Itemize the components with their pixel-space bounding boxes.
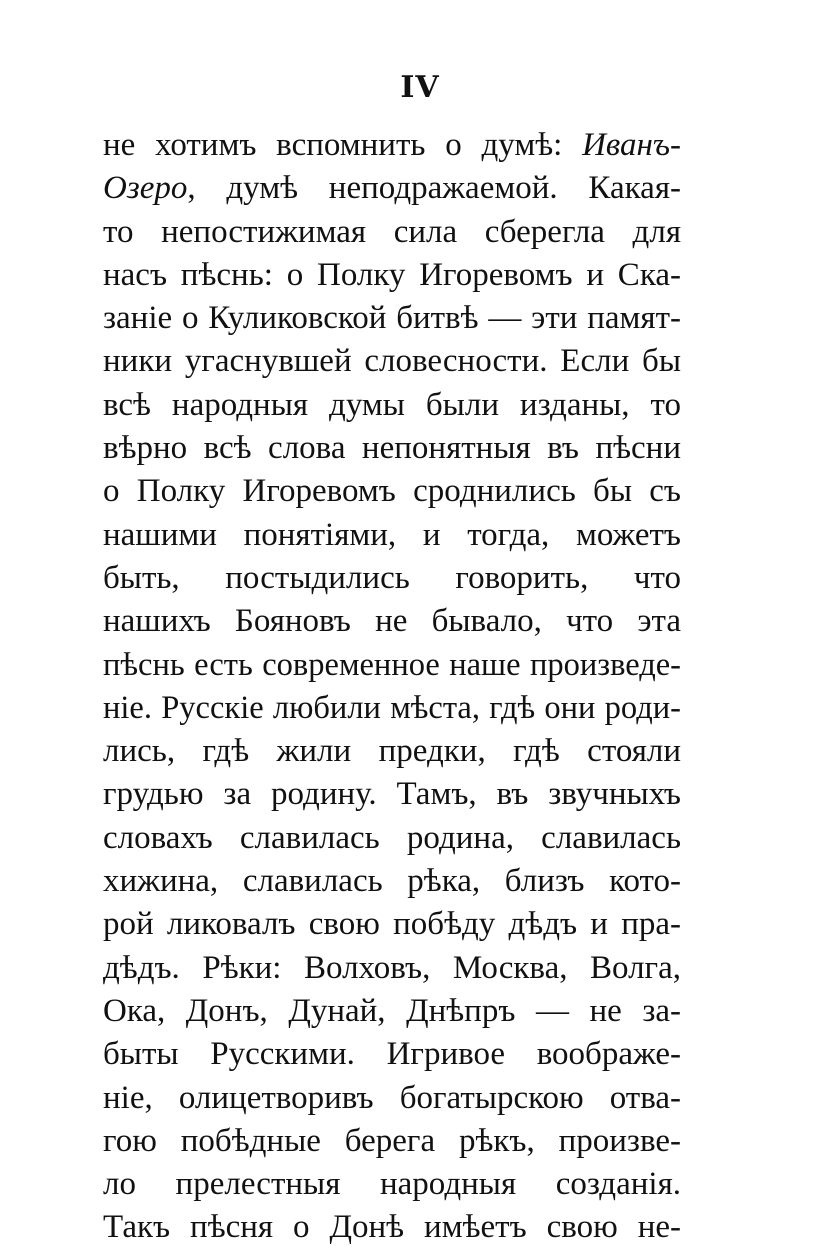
text-line bbox=[103, 124, 681, 167]
text-line bbox=[103, 947, 681, 990]
text-line bbox=[103, 860, 681, 903]
text-segment: пѣснь есть современное наше произведе- bbox=[103, 646, 681, 683]
body-text bbox=[103, 124, 681, 1250]
text-segment: хижина, славилась рѣка, близъ кото- bbox=[103, 863, 681, 900]
text-segment: о Полку Игоревомъ сроднились бы съ bbox=[103, 473, 681, 510]
text-segment: быть, постыдились говорить, что bbox=[103, 559, 681, 596]
italic-segment: Иванъ- bbox=[582, 127, 681, 163]
text-line bbox=[103, 297, 681, 340]
text-line bbox=[103, 167, 681, 210]
text-segment: вѣрно всѣ слова непонятныя въ пѣсни bbox=[103, 430, 681, 467]
text-line bbox=[103, 1163, 681, 1206]
italic-segment: Озеро bbox=[103, 170, 188, 207]
text-line bbox=[103, 903, 681, 946]
text-segment: нашими понятіями, и тогда, можетъ bbox=[103, 516, 681, 553]
text-segment: нашихъ Бояновъ не бывало, что эта bbox=[103, 603, 681, 640]
text-line bbox=[103, 427, 681, 470]
text-line bbox=[103, 990, 681, 1033]
text-segment: Ока, Донъ, Дунай, Днѣпръ — не за- bbox=[103, 992, 681, 1029]
text-segment: , думѣ неподражаемой. Какая- bbox=[187, 170, 681, 207]
text-line bbox=[103, 1077, 681, 1120]
text-segment: грудью за родину. Тамъ, въ звучныхъ bbox=[103, 776, 681, 813]
text-line bbox=[103, 340, 681, 383]
text-line bbox=[103, 557, 681, 600]
text-line bbox=[103, 470, 681, 513]
text-segment: ніе, олицетворивъ богатырскою отва- bbox=[103, 1079, 681, 1116]
text-segment: ло прелестныя народныя созданія. bbox=[103, 1166, 681, 1203]
text-segment: то непостижимая сила сберегла для bbox=[103, 213, 681, 250]
text-line bbox=[103, 817, 681, 860]
text-line bbox=[103, 687, 681, 730]
text-line bbox=[103, 384, 681, 427]
text-segment: словахъ славилась родина, славилась bbox=[103, 819, 681, 856]
text-segment: ники угаснувшей словесности. Если бы bbox=[103, 343, 681, 380]
text-line bbox=[103, 1120, 681, 1163]
text-line bbox=[103, 254, 681, 297]
text-segment: Такъ пѣсня о Донѣ имѣетъ свою не- bbox=[103, 1209, 681, 1246]
text-segment: ніе. Русскіе любили мѣста, гдѣ они роди- bbox=[103, 689, 681, 726]
text-line bbox=[103, 600, 681, 643]
text-line bbox=[103, 211, 681, 254]
text-line bbox=[103, 1033, 681, 1076]
text-segment: лись, гдѣ жили предки, гдѣ стояли bbox=[103, 733, 681, 770]
text-segment: не хотимъ вспомнить о думѣ: bbox=[103, 127, 583, 163]
text-segment: насъ пѣснь: о Полку Игоревомъ и Ска- bbox=[103, 256, 681, 293]
text-line bbox=[103, 514, 681, 557]
text-segment: гою побѣдные берега рѣкъ, произве- bbox=[103, 1122, 681, 1159]
text-line bbox=[103, 730, 681, 773]
text-segment: заніе о Куликовской битвѣ — эти памят- bbox=[103, 300, 681, 337]
text-segment: всѣ народныя думы были изданы, то bbox=[103, 386, 681, 423]
text-line bbox=[103, 644, 681, 687]
text-line bbox=[103, 1206, 681, 1249]
text-segment: быты Русскими. Игривое воображе- bbox=[103, 1036, 681, 1073]
text-segment: дѣдъ. Рѣки: Волховъ, Москва, Волга, bbox=[103, 949, 681, 986]
text-line bbox=[103, 773, 681, 816]
text-segment: рой ликовалъ свою побѣду дѣдъ и пра- bbox=[103, 906, 681, 943]
page-number: IV bbox=[400, 70, 440, 105]
